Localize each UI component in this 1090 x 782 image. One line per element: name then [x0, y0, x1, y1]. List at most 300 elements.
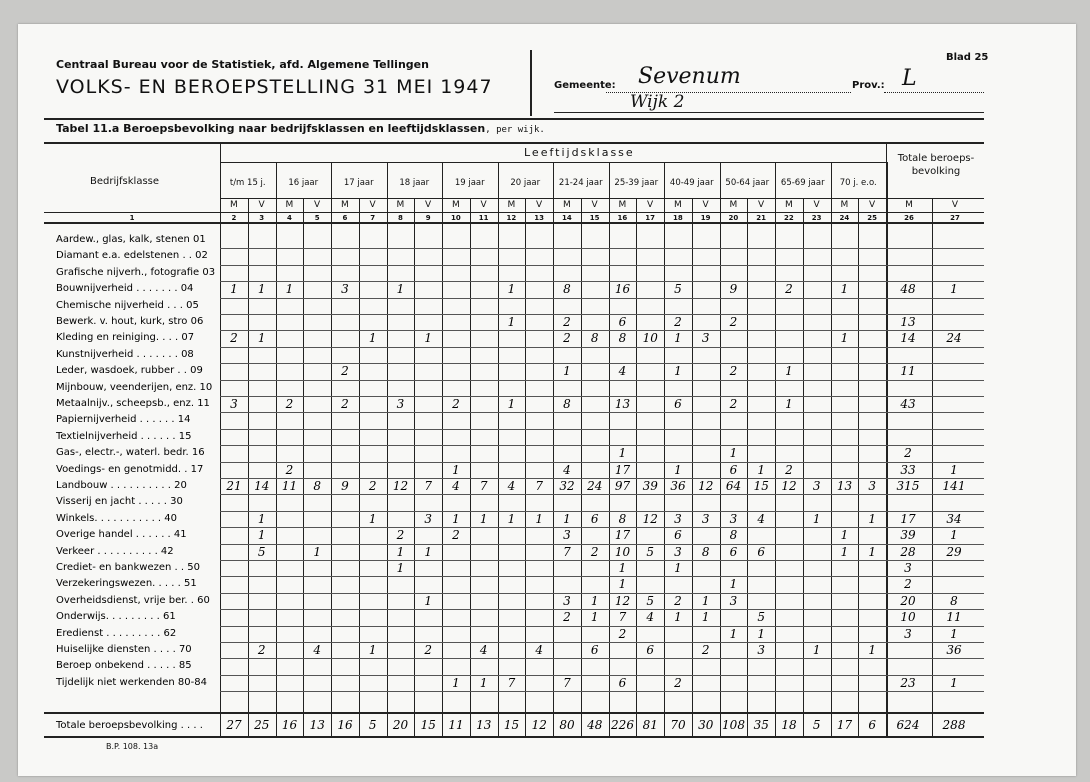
column-number: 10 — [451, 214, 461, 222]
sex-label: M — [784, 200, 793, 210]
total-data-cell: 13 — [476, 718, 492, 732]
grid-line — [220, 412, 984, 413]
column-number: 25 — [867, 214, 877, 222]
data-cell: 5 — [646, 594, 655, 608]
data-cell: 12 — [698, 479, 714, 493]
data-cell: 12 — [781, 479, 797, 493]
industry-row-label: Huiselijke diensten . . . . 70 — [56, 644, 192, 655]
total-m-cell: 17 — [900, 512, 916, 526]
data-cell: 2 — [285, 463, 294, 477]
industry-row-label: Tijdelijk niet werkenden 80-84 — [56, 677, 207, 688]
data-cell: 13 — [836, 479, 853, 493]
sex-label: M — [618, 200, 627, 210]
data-cell: 32 — [559, 479, 575, 493]
table-bottom-border — [44, 736, 984, 738]
data-cell: 1 — [230, 282, 238, 296]
grid-line — [44, 222, 984, 224]
age-group-label: 70 j. e.o. — [839, 178, 877, 188]
data-cell: 3 — [674, 545, 682, 559]
industry-header: Bedrijfsklasse — [90, 176, 160, 187]
data-cell: 4 — [646, 610, 655, 624]
sex-label: M — [229, 200, 238, 210]
data-cell: 12 — [614, 594, 631, 608]
data-cell: 2 — [674, 315, 682, 329]
column-number: 18 — [673, 214, 683, 222]
census-form-page — [18, 24, 1076, 776]
data-cell: 1 — [396, 282, 405, 296]
data-cell: 1 — [812, 512, 821, 526]
data-cell: 3 — [230, 397, 238, 411]
sex-label: V — [813, 200, 820, 210]
sex-label: V — [702, 200, 709, 210]
grand-total-m: 624 — [896, 718, 920, 732]
data-cell: 4 — [618, 364, 627, 378]
data-cell: 6 — [618, 676, 627, 690]
data-cell: 7 — [507, 676, 516, 690]
data-cell: 4 — [563, 463, 571, 477]
grid-line — [220, 527, 984, 528]
data-cell: 4 — [452, 479, 460, 493]
data-cell: 2 — [590, 545, 599, 559]
data-cell: 2 — [729, 364, 738, 378]
data-cell: 6 — [729, 545, 738, 559]
sex-label: V — [369, 200, 376, 210]
data-cell: 2 — [729, 315, 738, 329]
industry-row-label: Overheidsdienst, vrije ber. . 60 — [56, 595, 210, 606]
industry-row-label: Metaalnijv., scheepsb., enz. 11 — [56, 398, 210, 409]
data-cell: 1 — [257, 282, 266, 296]
column-number: 6 — [342, 214, 348, 222]
data-cell: 4 — [757, 512, 766, 526]
bureau-name: Centraal Bureau voor de Statistiek, afd. Algemene Tellingen — [56, 58, 429, 71]
sex-label: M — [729, 200, 738, 210]
industry-row-label: Bouwnijverheid . . . . . . . 04 — [56, 283, 194, 294]
column-number: 12 — [506, 214, 517, 222]
industry-row-label: Grafische nijverh., fotografie 03 — [56, 267, 216, 278]
column-number: 17 — [645, 214, 655, 222]
total-v-cell: 1 — [950, 282, 958, 296]
data-cell: 1 — [479, 512, 488, 526]
industry-row-label: Gas-, electr.-, waterl. bedr. 16 — [56, 447, 205, 458]
sex-label: M — [507, 200, 516, 210]
data-cell: 1 — [479, 676, 488, 690]
data-cell: 3 — [812, 479, 821, 493]
data-cell: 2 — [341, 364, 349, 378]
total-m-cell: 3 — [904, 627, 912, 641]
data-cell: 1 — [424, 331, 433, 345]
total-data-cell: 20 — [392, 718, 409, 732]
total-m-cell: 48 — [900, 282, 916, 296]
column-number: 13 — [534, 214, 544, 222]
sex-label: M — [340, 200, 349, 210]
gemeente-value: Sevenum — [638, 64, 741, 89]
data-cell: 2 — [230, 331, 238, 345]
table-top-border — [44, 142, 984, 144]
data-cell: 3 — [729, 594, 738, 608]
data-cell: 11 — [281, 479, 298, 493]
total-data-cell: 6 — [868, 718, 877, 732]
data-cell: 9 — [341, 479, 349, 493]
industry-row-label: Textielnijverheid . . . . . . 15 — [56, 431, 192, 442]
total-header: Totale beroeps-bevolking — [897, 153, 975, 177]
grid-line — [44, 212, 984, 213]
total-data-cell: 18 — [781, 718, 797, 732]
data-cell: 12 — [642, 512, 658, 526]
data-cell: 10 — [642, 331, 658, 345]
total-data-cell: 70 — [670, 718, 686, 732]
age-group-label: 20 jaar — [510, 178, 541, 188]
data-cell: 6 — [757, 545, 766, 559]
total-data-cell: 16 — [281, 718, 298, 732]
industry-row-label: Bewerk. v. hout, kurk, stro 06 — [56, 316, 204, 327]
data-cell: 3 — [563, 528, 571, 542]
prov-line — [884, 92, 984, 93]
industry-row-label: Eredienst . . . . . . . . . 62 — [56, 628, 177, 639]
total-v-cell: 11 — [946, 610, 962, 624]
sex-label: V — [480, 200, 487, 210]
age-group-label: 25-39 jaar — [614, 178, 659, 188]
prov-value: L — [902, 66, 917, 91]
data-cell: 1 — [868, 545, 877, 559]
sex-label: V — [425, 200, 432, 210]
wijk-value: Wijk 2 — [630, 92, 685, 112]
data-cell: 1 — [313, 545, 322, 559]
total-v-cell: 1 — [950, 627, 958, 641]
total-m-cell: 33 — [900, 463, 916, 477]
data-cell: 1 — [507, 282, 516, 296]
column-number: 4 — [286, 214, 292, 222]
column-number: 22 — [784, 214, 794, 222]
grid-line — [220, 626, 984, 627]
data-cell: 9 — [729, 282, 738, 296]
data-cell: 1 — [535, 512, 544, 526]
data-cell: 1 — [507, 512, 516, 526]
data-cell: 1 — [368, 331, 377, 345]
total-m-cell: 315 — [896, 479, 920, 493]
total-v-cell: 8 — [950, 594, 958, 608]
data-cell: 1 — [618, 577, 627, 591]
total-data-cell: 30 — [698, 718, 714, 732]
data-cell: 8 — [701, 545, 710, 559]
total-data-cell: 11 — [448, 718, 464, 732]
total-data-cell: 17 — [836, 718, 853, 732]
data-cell: 2 — [563, 315, 571, 329]
data-cell: 1 — [507, 397, 516, 411]
blad-number: Blad 25 — [946, 52, 989, 63]
grid-line — [220, 675, 984, 676]
table-title: Tabel 11.a Beroepsbevolking naar bedrijfsklassen en leeftijdsklassen, per wijk. — [56, 122, 545, 135]
data-cell: 2 — [368, 479, 377, 493]
industry-row-label: Kleding en reiniging. . . . 07 — [56, 332, 195, 343]
industry-row-label: Winkels. . . . . . . . . . . 40 — [56, 513, 178, 524]
industry-row-label: Kunstnijverheid . . . . . . . 08 — [56, 349, 194, 360]
data-cell: 2 — [729, 397, 738, 411]
total-data-cell: 12 — [531, 718, 547, 732]
total-row-top — [44, 712, 984, 714]
total-m-cell: 10 — [900, 610, 916, 624]
total-v-cell: 1 — [950, 676, 958, 690]
total-v-cell: 29 — [946, 545, 962, 559]
sex-label: M — [451, 200, 460, 210]
column-number: 27 — [950, 214, 960, 222]
column-number: 7 — [370, 214, 376, 222]
header-divider — [530, 50, 532, 116]
data-cell: 8 — [590, 331, 599, 345]
data-cell: 6 — [674, 397, 682, 411]
data-cell: 10 — [614, 545, 631, 559]
data-cell: 1 — [757, 463, 766, 477]
grid-line — [220, 347, 984, 348]
data-cell: 6 — [590, 512, 599, 526]
form-title: VOLKS- EN BEROEPSTELLING 31 MEI 1947 — [56, 76, 493, 98]
gemeente-label: Gemeente: — [554, 80, 616, 91]
age-group-label: 17 jaar — [343, 178, 374, 188]
data-cell: 1 — [396, 561, 405, 575]
data-cell: 1 — [368, 512, 377, 526]
sex-label: M — [285, 200, 294, 210]
age-group-header: Leeftijdsklasse — [524, 146, 635, 159]
column-number: 8 — [397, 214, 403, 222]
data-cell: 1 — [452, 676, 460, 690]
total-v-cell: 141 — [942, 479, 966, 493]
data-cell: 24 — [587, 479, 603, 493]
data-cell: 1 — [674, 331, 682, 345]
age-group-label: 40-49 jaar — [669, 178, 714, 188]
total-m-cell: 13 — [900, 315, 916, 329]
data-cell: 21 — [226, 479, 242, 493]
data-cell: 4 — [535, 643, 544, 657]
grid-line — [220, 248, 984, 249]
total-m-cell: 2 — [904, 577, 912, 591]
total-data-cell: 81 — [642, 718, 658, 732]
total-data-cell: 5 — [368, 718, 377, 732]
grid-line — [220, 658, 984, 659]
age-group-label: 18 jaar — [399, 178, 430, 188]
grid-line — [220, 198, 984, 199]
data-cell: 3 — [563, 594, 571, 608]
total-data-cell: 27 — [226, 718, 242, 732]
total-m-cell: 11 — [900, 364, 916, 378]
grid-line — [220, 560, 984, 561]
industry-row-label: Aardew., glas, kalk, stenen 01 — [56, 234, 206, 245]
grid-line — [220, 691, 984, 692]
total-row-label: Totale beroepsbevolking . . . . — [56, 720, 203, 731]
total-m-cell: 43 — [900, 397, 916, 411]
data-cell: 1 — [840, 545, 849, 559]
column-number: 20 — [728, 214, 739, 222]
data-cell: 2 — [396, 528, 405, 542]
data-cell: 2 — [452, 397, 460, 411]
sex-label: V — [314, 200, 321, 210]
sex-label: V — [647, 200, 654, 210]
data-cell: 1 — [785, 364, 793, 378]
data-cell: 16 — [614, 282, 631, 296]
grid-line — [220, 494, 984, 495]
data-cell: 3 — [341, 282, 349, 296]
total-m-cell: 2 — [904, 446, 912, 460]
age-group-label: 16 jaar — [288, 178, 319, 188]
total-v-cell: 24 — [946, 331, 962, 345]
data-cell: 1 — [424, 545, 433, 559]
total-m-cell: 20 — [900, 594, 916, 608]
data-cell: 6 — [618, 315, 627, 329]
data-cell: 1 — [257, 528, 266, 542]
data-cell: 1 — [729, 577, 738, 591]
data-cell: 1 — [701, 594, 710, 608]
data-cell: 5 — [674, 282, 682, 296]
data-cell: 3 — [701, 512, 710, 526]
age-group-label: 21-24 jaar — [558, 178, 603, 188]
data-cell: 2 — [285, 397, 294, 411]
data-cell: 1 — [701, 610, 710, 624]
data-cell: 3 — [674, 512, 682, 526]
data-cell: 1 — [840, 528, 849, 542]
industry-row-label: Overige handel . . . . . . 41 — [56, 529, 187, 540]
industry-row-label: Crediet- en bankwezen . . 50 — [56, 562, 200, 573]
data-cell: 1 — [590, 610, 599, 624]
grid-line — [220, 429, 984, 430]
data-cell: 97 — [614, 479, 631, 493]
data-cell: 8 — [618, 331, 627, 345]
industry-row-label: Mijnbouw, veenderijen, enz. 10 — [56, 382, 213, 393]
data-cell: 8 — [729, 528, 738, 542]
data-cell: 6 — [729, 463, 738, 477]
data-cell: 12 — [392, 479, 409, 493]
total-data-cell: 5 — [812, 718, 821, 732]
data-cell: 1 — [674, 463, 682, 477]
data-cell: 1 — [840, 282, 849, 296]
header-underline — [554, 112, 984, 113]
grid-line — [220, 380, 984, 381]
industry-row-label: Leder, wasdoek, rubber . . 09 — [56, 365, 203, 376]
total-m-cell: 28 — [900, 545, 916, 559]
data-cell: 6 — [590, 643, 599, 657]
column-number: 11 — [478, 214, 489, 222]
total-v-cell: 1 — [950, 528, 958, 542]
data-cell: 39 — [642, 479, 658, 493]
column-number: 2 — [231, 214, 237, 222]
column-number: 26 — [904, 214, 914, 222]
column-number: 1 — [129, 214, 135, 222]
total-data-cell: 80 — [559, 718, 575, 732]
data-cell: 6 — [646, 643, 655, 657]
industry-row-label: Visserij en jacht . . . . . 30 — [56, 496, 183, 507]
data-cell: 5 — [646, 545, 655, 559]
industry-row-label: Onderwijs. . . . . . . . . 61 — [56, 611, 176, 622]
total-data-cell: 226 — [611, 718, 634, 732]
data-cell: 1 — [563, 512, 571, 526]
data-cell: 1 — [757, 627, 766, 641]
sex-label: M — [840, 200, 849, 210]
total-m-cell: 3 — [904, 561, 912, 575]
column-number: 16 — [617, 214, 628, 222]
data-cell: 7 — [479, 479, 488, 493]
industry-row-label: Voedings- en genotmidd. . 17 — [56, 464, 204, 475]
data-cell: 8 — [618, 512, 627, 526]
data-cell: 2 — [563, 331, 571, 345]
column-number: 23 — [811, 214, 822, 222]
total-data-cell: 15 — [503, 718, 520, 732]
data-cell: 2 — [674, 676, 682, 690]
data-cell: 7 — [563, 545, 571, 559]
total-data-cell: 15 — [420, 718, 436, 732]
grid-line — [220, 298, 984, 299]
data-cell: 8 — [313, 479, 322, 493]
data-cell: 8 — [563, 397, 571, 411]
column-number: 19 — [700, 214, 711, 222]
data-cell: 1 — [868, 512, 877, 526]
total-data-cell: 48 — [587, 718, 603, 732]
data-cell: 2 — [701, 643, 710, 657]
data-cell: 1 — [424, 594, 433, 608]
grid-line — [220, 576, 984, 577]
data-cell: 8 — [563, 282, 571, 296]
data-cell: 2 — [785, 282, 793, 296]
data-cell: 7 — [618, 610, 627, 624]
data-cell: 64 — [725, 479, 742, 493]
age-group-label: 19 jaar — [454, 178, 485, 188]
data-cell: 2 — [563, 610, 571, 624]
total-sex-label: M — [905, 200, 913, 210]
total-m-cell: 23 — [900, 676, 916, 690]
data-cell: 1 — [729, 446, 738, 460]
sex-label: M — [673, 200, 682, 210]
column-number: 9 — [425, 214, 431, 222]
industry-row-label: Landbouw . . . . . . . . . . 20 — [56, 480, 187, 491]
industry-row-label: Diamant e.a. edelstenen . . 02 — [56, 250, 208, 261]
data-cell: 2 — [257, 643, 266, 657]
sex-label: V — [258, 200, 265, 210]
data-cell: 1 — [812, 643, 821, 657]
data-cell: 3 — [757, 643, 766, 657]
total-data-cell: 16 — [337, 718, 353, 732]
sex-label: M — [562, 200, 571, 210]
total-data-cell: 13 — [309, 718, 325, 732]
data-cell: 1 — [674, 610, 682, 624]
sex-label: V — [591, 200, 598, 210]
data-cell: 14 — [254, 479, 270, 493]
data-cell: 1 — [674, 364, 682, 378]
data-cell: 7 — [563, 676, 571, 690]
data-cell: 1 — [396, 545, 405, 559]
data-cell: 1 — [368, 643, 377, 657]
data-cell: 4 — [479, 643, 488, 657]
data-cell: 1 — [785, 397, 793, 411]
total-v-cell: 1 — [950, 463, 958, 477]
sex-label: V — [536, 200, 543, 210]
grand-total-v: 288 — [942, 718, 966, 732]
total-data-cell: 108 — [722, 718, 745, 732]
data-cell: 3 — [701, 331, 710, 345]
industry-row-label: Verkeer . . . . . . . . . . 42 — [56, 546, 174, 557]
data-cell: 3 — [729, 512, 738, 526]
column-number: 14 — [562, 214, 572, 222]
column-number: 3 — [259, 214, 265, 222]
data-cell: 2 — [341, 397, 349, 411]
data-cell: 1 — [507, 315, 516, 329]
data-cell: 1 — [285, 282, 294, 296]
data-cell: 5 — [257, 545, 266, 559]
column-number: 5 — [314, 214, 320, 222]
data-cell: 36 — [670, 479, 686, 493]
data-cell: 3 — [396, 397, 405, 411]
data-cell: 7 — [424, 479, 433, 493]
data-cell: 1 — [257, 331, 266, 345]
age-group-label: t/m 15 j. — [229, 178, 266, 188]
total-sex-label: V — [951, 200, 959, 210]
age-group-label: 50-64 jaar — [725, 178, 770, 188]
data-cell: 5 — [757, 610, 766, 624]
